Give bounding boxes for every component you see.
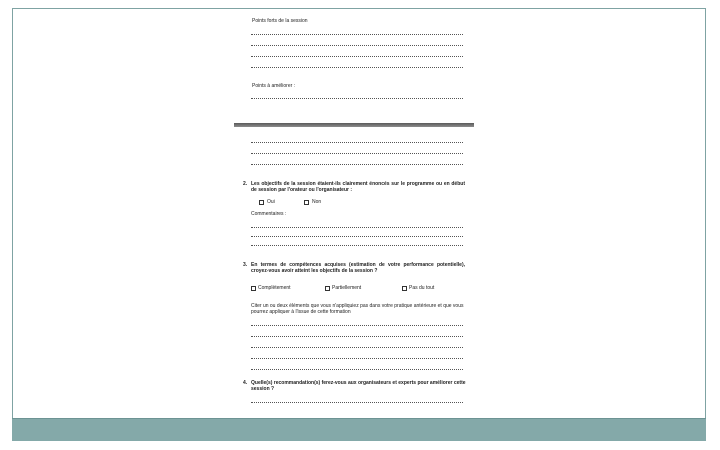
- dotted-line: [251, 402, 463, 403]
- option-pas-du-tout-label: Pas du tout: [409, 285, 435, 291]
- checkbox-partiellement[interactable]: [325, 286, 330, 291]
- checkbox-oui[interactable]: [259, 200, 264, 205]
- improve-label: Points à améliorer :: [252, 83, 296, 89]
- footer-bar: [12, 418, 706, 441]
- dotted-line: [251, 56, 463, 57]
- question-2-text: Les objectifs de la session étaient-ils clairement énoncés sur le programme ou en début de session par l'orateur ou l'organisateur :: [251, 181, 465, 193]
- dotted-line: [251, 336, 463, 337]
- dotted-line: [251, 67, 463, 68]
- dotted-line: [251, 227, 463, 228]
- dotted-line: [251, 34, 463, 35]
- checkbox-completement[interactable]: [251, 286, 256, 291]
- page-separator: [234, 123, 474, 127]
- strengths-label: Points forts de la session: [252, 18, 308, 24]
- option-oui-label: Oui: [267, 199, 275, 205]
- dotted-line: [251, 164, 463, 165]
- option-partiellement-label: Partiellement: [332, 285, 362, 291]
- dotted-line: [251, 45, 463, 46]
- question-4-text: Quelle(s) recommandation(s) ferez-vous aux organisateurs et experts pour améliorer cette session ?: [251, 380, 466, 392]
- slide-frame: [12, 8, 706, 440]
- dotted-line: [251, 153, 463, 154]
- question-2-number: 2.: [243, 181, 248, 187]
- question-4-number: 4.: [243, 380, 248, 386]
- dotted-line: [251, 369, 463, 370]
- option-non-label: Non: [312, 199, 322, 205]
- checkbox-pas-du-tout[interactable]: [402, 286, 407, 291]
- dotted-line: [251, 347, 463, 348]
- dotted-line: [251, 358, 463, 359]
- dotted-line: [251, 98, 463, 99]
- checkbox-non[interactable]: [304, 200, 309, 205]
- question-3-number: 3.: [243, 262, 248, 268]
- dotted-line: [251, 245, 463, 246]
- option-completement-label: Complètement: [258, 285, 291, 291]
- cite-instructions: Citer un ou deux éléments que vous n'appliquiez pas dans votre pratique antérieure et que vous pourrez appliquer à l'issue de cette formation: [251, 303, 464, 315]
- dotted-line: [251, 325, 463, 326]
- question-3-text: En termes de compétences acquises (estimation de votre performance potentielle), croyez-vous avoir atteint les objectifs de la session ?: [251, 262, 465, 274]
- dotted-line: [251, 236, 463, 237]
- dotted-line: [251, 142, 463, 143]
- comments-label: Commentaires :: [251, 211, 287, 217]
